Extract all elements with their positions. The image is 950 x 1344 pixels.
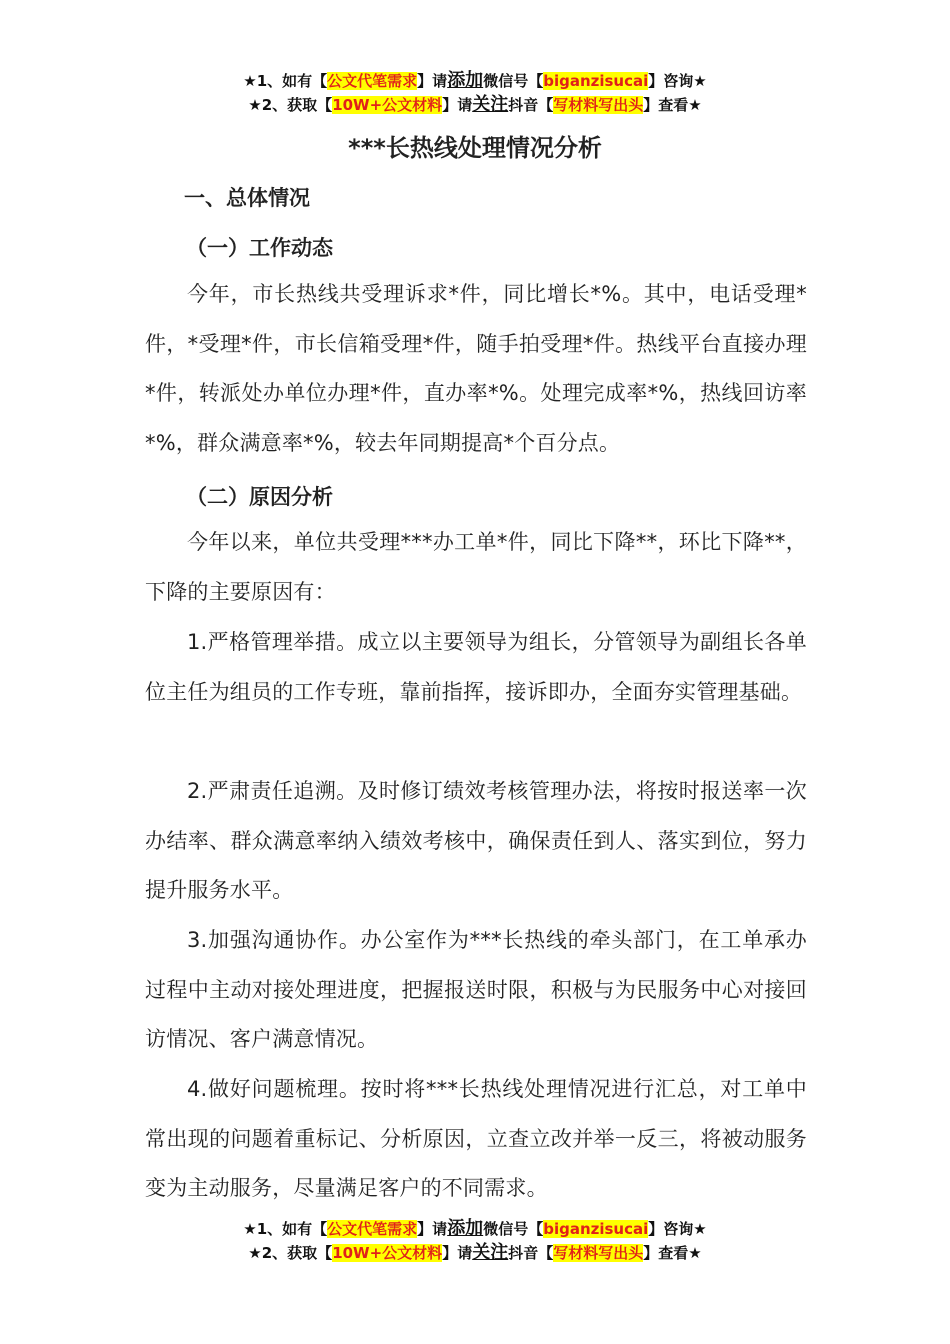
list-item: 1.严格管理举措。成立以主要领导为组长，分管领导为副组长各单位主任为组员的工作专班，靠前指挥，接诉即办，全面夯实管理基础。 — [145, 630, 807, 704]
list-item: 3.加强沟通协作。办公室作为***长热线的牵头部门，在工单承办过程中主动对接处理进度，把握报送时限，积极与为民服务中心对接回访情况、客户满意情况。 — [145, 928, 807, 1052]
list-item: 4.做好问题梳理。按时将***长热线处理情况进行汇总，对工单中常出现的问题着重标记、分析原因，立查立改并举一反三，将被动服务变为主动服务，尽量满足客户的不同需求。 — [145, 1077, 807, 1201]
paragraph-cause-analysis: 今年以来，单位共受理***办工单*件，同比下降**，环比下降**，下降的主要原因有： — [145, 530, 807, 604]
banner-text: 】请 — [442, 1244, 473, 1262]
document-title: ***长热线处理情况分析 — [348, 134, 602, 162]
highlight-materials: 10W+公文材料 — [332, 1244, 443, 1262]
underlined-follow: 关注 — [472, 1242, 509, 1263]
subsection-heading-cause-analysis: （二）原因分析 — [186, 485, 333, 509]
banner-text: 微信号【 — [483, 1220, 544, 1238]
banner-suffix: 】查看★ — [643, 96, 702, 114]
banner-prefix: ★2、获取【 — [248, 1244, 333, 1262]
banner-prefix: ★1、如有【 — [243, 72, 328, 90]
banner-text: 】请 — [417, 1220, 448, 1238]
subsection-heading-work-dynamics: （一）工作动态 — [186, 236, 333, 260]
highlight-douyin: 写材料写出头 — [553, 1244, 644, 1262]
underlined-add: 添加 — [447, 70, 484, 91]
banner-text: 微信号【 — [483, 72, 544, 90]
list-item: 2.严肃责任追溯。及时修订绩效考核管理办法，将按时报送率一次办结率、群众满意率纳入绩效考核中，确保责任到人、落实到位，努力提升服务水平。 — [145, 779, 807, 903]
top-banner-line-1 — [0, 70, 950, 92]
banner-text: 】请 — [442, 96, 473, 114]
highlight-materials: 10W+公文材料 — [332, 96, 443, 114]
banner-suffix: 】查看★ — [643, 1244, 702, 1262]
highlight-ghostwriting: 公文代笔需求 — [327, 1220, 418, 1238]
section-heading-overall: 一、总体情况 — [184, 186, 310, 210]
highlight-wechat-id: biganzisucai — [543, 1220, 649, 1238]
highlight-douyin: 写材料写出头 — [553, 96, 644, 114]
underlined-add: 添加 — [447, 1218, 484, 1239]
highlight-wechat-id: biganzisucai — [543, 72, 649, 90]
bottom-banner-line-1 — [0, 1218, 950, 1240]
banner-prefix: ★2、获取【 — [248, 96, 333, 114]
paragraph-work-dynamics: 今年，市长热线共受理诉求*件，同比增长*%。其中，电话受理*件，*受理*件，市长信箱受理*件，随手拍受理*件。热线平台直接办理*件，转派处办单位办理*件，直办率*%。处理完成率*%，热线回访率*%，群众满意率*%，较去年同期提高*个百分点。 — [145, 282, 807, 455]
banner-suffix: 】咨询★ — [648, 1220, 707, 1238]
banner-suffix: 】咨询★ — [648, 72, 707, 90]
banner-text: 】请 — [417, 72, 448, 90]
banner-prefix: ★1、如有【 — [243, 1220, 328, 1238]
banner-text: 抖音【 — [508, 96, 554, 114]
banner-text: 抖音【 — [508, 1244, 554, 1262]
top-banner-line-2 — [0, 94, 950, 116]
underlined-follow: 关注 — [472, 94, 509, 115]
highlight-ghostwriting: 公文代笔需求 — [327, 72, 418, 90]
bottom-banner-line-2 — [0, 1242, 950, 1264]
